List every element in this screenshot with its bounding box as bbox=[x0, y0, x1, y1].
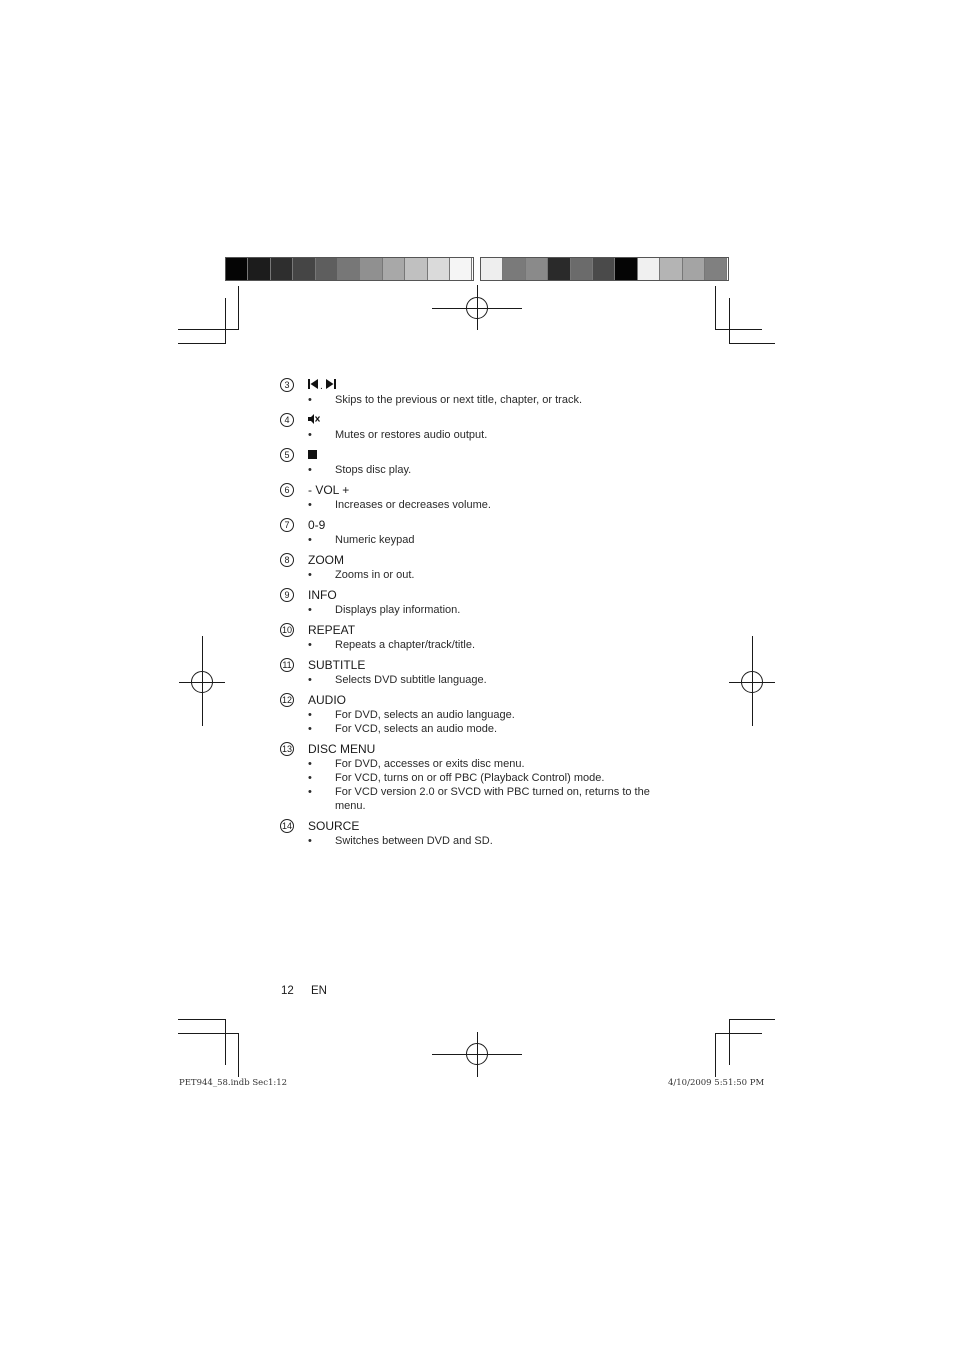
color-swatch bbox=[526, 258, 548, 280]
registration-circle bbox=[466, 1043, 488, 1065]
key-label-text: SOURCE bbox=[308, 818, 360, 833]
description-item: • Repeats a chapter/track/title. bbox=[280, 638, 665, 652]
key-label bbox=[308, 742, 375, 756]
key-label bbox=[308, 378, 336, 392]
color-swatch bbox=[271, 258, 293, 280]
key-label bbox=[308, 553, 344, 567]
callout-number: 3 bbox=[280, 378, 294, 392]
crop-mark bbox=[729, 343, 775, 344]
key-label-text: AUDIO bbox=[308, 692, 347, 707]
key-label bbox=[308, 483, 349, 497]
key-label-text: ZOOM bbox=[308, 552, 344, 567]
key-entry bbox=[280, 446, 700, 477]
key-entry-header bbox=[280, 740, 700, 757]
registration-circle bbox=[741, 671, 763, 693]
description-item: • For VCD version 2.0 or SVCD with PBC turned on, returns to the menu. bbox=[280, 785, 665, 813]
key-label bbox=[308, 413, 320, 427]
color-swatch bbox=[660, 258, 682, 280]
color-swatch bbox=[248, 258, 270, 280]
key-entry bbox=[280, 691, 700, 736]
callout-number: 8 bbox=[280, 553, 294, 567]
description-item: • Skips to the previous or next title, chapter, or track. bbox=[280, 393, 665, 407]
crop-mark bbox=[225, 1019, 226, 1065]
crop-mark bbox=[178, 1019, 226, 1020]
key-entry-header bbox=[280, 446, 700, 463]
color-swatch bbox=[571, 258, 593, 280]
key-entry bbox=[280, 516, 700, 547]
stop-icon bbox=[308, 448, 317, 462]
key-entry-header bbox=[280, 691, 700, 708]
crop-mark bbox=[729, 1019, 775, 1020]
callout-number: 12 bbox=[281, 694, 292, 705]
key-label-text: REPEAT bbox=[308, 622, 356, 637]
key-entry bbox=[280, 551, 700, 582]
description-list bbox=[280, 673, 700, 687]
crop-mark bbox=[729, 298, 730, 344]
description-item: • Displays play information. bbox=[280, 603, 665, 617]
key-entry-header bbox=[280, 586, 700, 603]
slug-file-info: PET944_58.indb Sec1:12 bbox=[179, 1078, 288, 1088]
description-item: • For DVD, selects an audio language. bbox=[280, 708, 665, 722]
key-entry bbox=[280, 621, 700, 652]
crop-mark bbox=[178, 1033, 239, 1034]
crop-mark bbox=[178, 343, 226, 344]
key-entry-header bbox=[280, 516, 700, 533]
svg-text:,: , bbox=[320, 380, 323, 389]
crop-mark bbox=[729, 1019, 730, 1065]
key-entry-header bbox=[280, 481, 700, 498]
slug-timestamp: 4/10/2009 5:51:50 PM bbox=[668, 1078, 765, 1088]
description-item: • For VCD, turns on or off PBC (Playback Control) mode. bbox=[280, 771, 665, 785]
key-label-text: SUBTITLE bbox=[308, 657, 366, 672]
crop-mark bbox=[715, 329, 762, 330]
key-label-text: INFO bbox=[308, 587, 337, 602]
color-swatch bbox=[615, 258, 637, 280]
crop-mark bbox=[238, 1033, 239, 1077]
description-list bbox=[280, 393, 700, 407]
description-list bbox=[280, 463, 700, 477]
language-code: EN bbox=[311, 985, 327, 997]
description-item: • Increases or decreases volume. bbox=[280, 498, 665, 512]
key-label-text: - VOL + bbox=[308, 482, 350, 497]
description-item: • Zooms in or out. bbox=[280, 568, 665, 582]
registration-circle bbox=[191, 671, 213, 693]
key-entry bbox=[280, 376, 700, 407]
callout-number: 6 bbox=[280, 483, 294, 497]
description-list bbox=[280, 568, 700, 582]
description-item: • Numeric keypad bbox=[280, 533, 665, 547]
callout-number: 14 bbox=[281, 820, 292, 831]
color-swatch bbox=[638, 258, 660, 280]
crop-mark bbox=[715, 286, 716, 330]
key-label bbox=[308, 819, 359, 833]
key-entry-header bbox=[280, 817, 700, 834]
crop-mark bbox=[715, 1033, 716, 1077]
key-label bbox=[308, 448, 317, 462]
color-swatch bbox=[405, 258, 427, 280]
description-item: • For DVD, accesses or exits disc menu. bbox=[280, 757, 665, 771]
callout-number: 9 bbox=[280, 588, 294, 602]
description-list bbox=[280, 708, 700, 736]
color-bar-right bbox=[480, 257, 729, 281]
crop-mark bbox=[225, 298, 226, 344]
key-entry bbox=[280, 817, 700, 848]
key-entry bbox=[280, 656, 700, 687]
callout-number: 10 bbox=[281, 624, 292, 635]
color-bar-left bbox=[225, 257, 474, 281]
key-label bbox=[308, 623, 355, 637]
key-entry-header bbox=[280, 656, 700, 673]
prev-next-icon bbox=[308, 378, 336, 392]
crop-mark bbox=[238, 286, 239, 330]
color-swatch bbox=[481, 258, 503, 280]
color-swatch bbox=[428, 258, 450, 280]
color-swatch bbox=[548, 258, 570, 280]
callout-number: 7 bbox=[280, 518, 294, 532]
mute-icon bbox=[308, 413, 320, 427]
color-swatch bbox=[450, 258, 472, 280]
callout-number: 13 bbox=[281, 743, 292, 754]
color-swatch bbox=[503, 258, 525, 280]
key-entry-header bbox=[280, 411, 700, 428]
key-entry bbox=[280, 411, 700, 442]
color-swatch bbox=[360, 258, 382, 280]
description-list bbox=[280, 603, 700, 617]
color-swatch bbox=[705, 258, 727, 280]
description-list bbox=[280, 533, 700, 547]
color-swatch bbox=[593, 258, 615, 280]
description-list bbox=[280, 428, 700, 442]
color-swatch bbox=[338, 258, 360, 280]
color-swatch bbox=[683, 258, 705, 280]
callout-number: 5 bbox=[280, 448, 294, 462]
description-list bbox=[280, 638, 700, 652]
crop-mark bbox=[715, 1033, 762, 1034]
callout-number: 4 bbox=[280, 413, 294, 427]
key-label bbox=[308, 588, 337, 602]
key-label bbox=[308, 518, 325, 532]
key-label bbox=[308, 658, 365, 672]
color-swatch bbox=[226, 258, 248, 280]
registration-circle bbox=[466, 297, 488, 319]
description-list bbox=[280, 757, 700, 813]
callout-number: 11 bbox=[280, 658, 294, 672]
description-item: • Mutes or restores audio output. bbox=[280, 428, 665, 442]
color-swatch bbox=[316, 258, 338, 280]
key-label-text: DISC MENU bbox=[308, 741, 376, 756]
color-swatch bbox=[293, 258, 315, 280]
key-entry-header bbox=[280, 551, 700, 568]
page-number: 12 bbox=[281, 985, 294, 997]
color-swatch bbox=[383, 258, 405, 280]
key-label bbox=[308, 693, 346, 707]
description-item: • For VCD, selects an audio mode. bbox=[280, 722, 665, 736]
key-label-text: 0-9 bbox=[308, 517, 326, 532]
key-entry bbox=[280, 481, 700, 512]
description-item: • Selects DVD subtitle language. bbox=[280, 673, 665, 687]
description-item: • Switches between DVD and SD. bbox=[280, 834, 665, 848]
key-entry bbox=[280, 586, 700, 617]
key-entry bbox=[280, 740, 700, 813]
description-list bbox=[280, 834, 700, 848]
remote-control-key-list bbox=[280, 376, 700, 852]
page-footer bbox=[281, 985, 327, 997]
key-entry-header bbox=[280, 621, 700, 638]
description-list bbox=[280, 498, 700, 512]
key-entry-header bbox=[280, 376, 700, 393]
crop-mark bbox=[178, 329, 239, 330]
description-item: • Stops disc play. bbox=[280, 463, 665, 477]
